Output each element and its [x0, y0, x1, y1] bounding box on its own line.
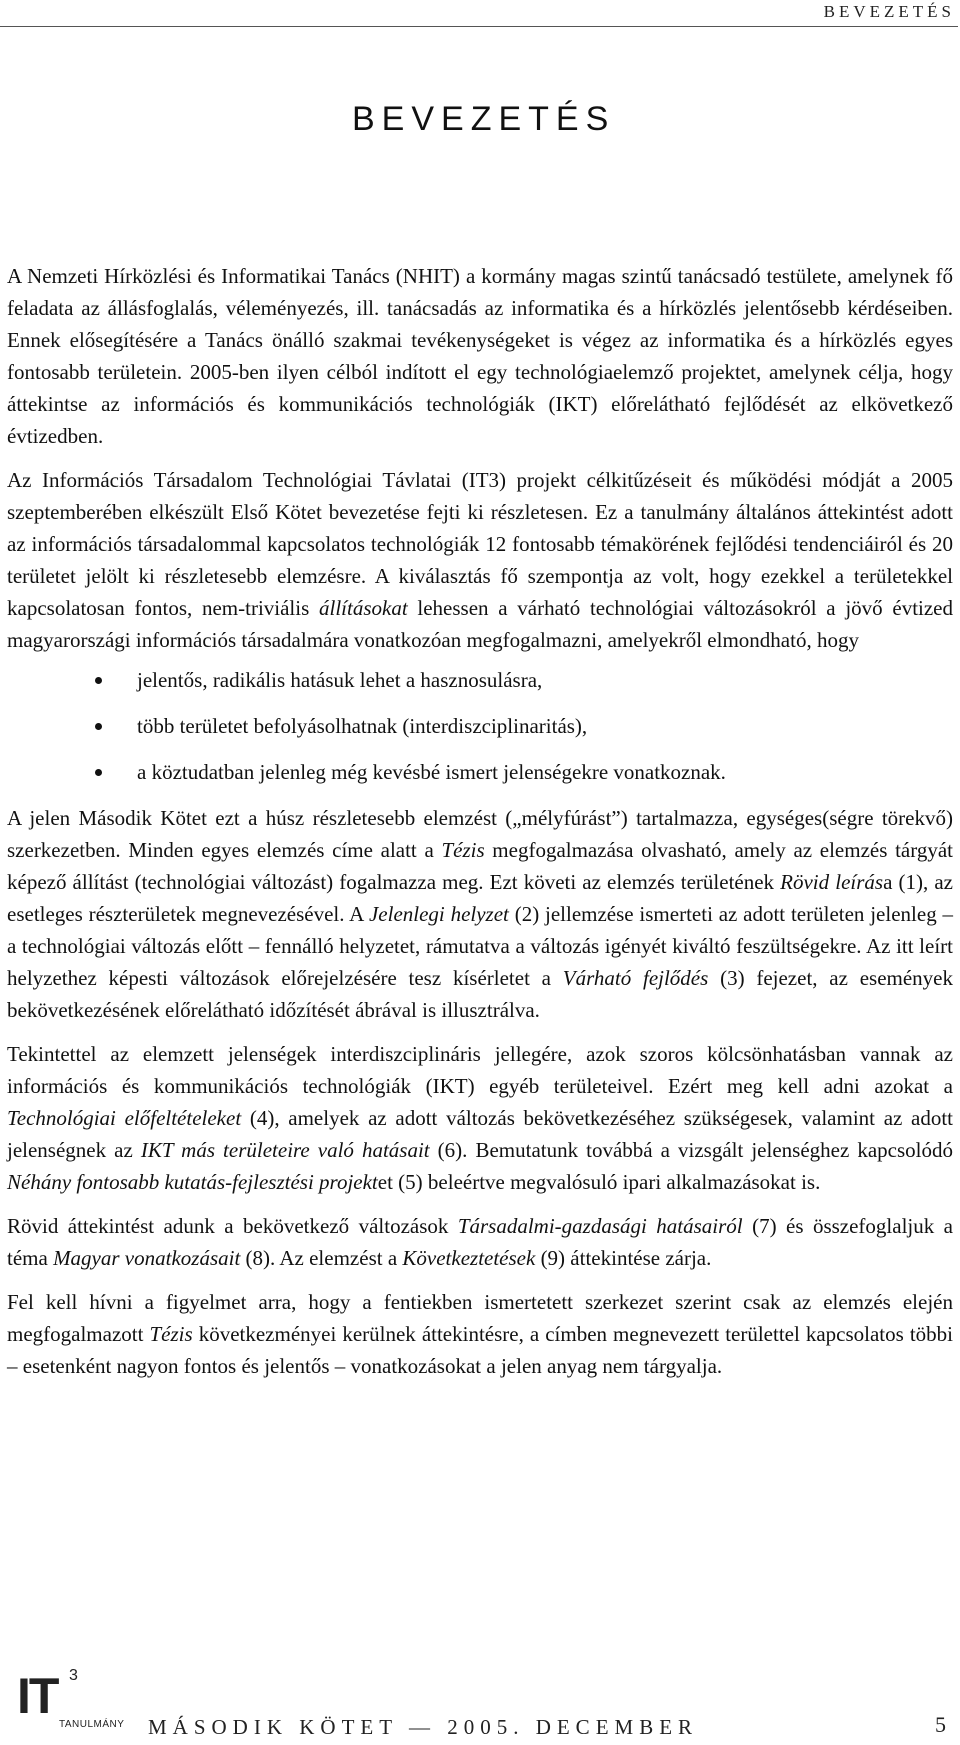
- paragraph-text: A jelen Második Kötet ezt a húsz részletesebb elemzést („mélyfúrást”) tartalmazza, egységes(ségre törekvő) szerkezetben. Minden egyes elemzés címe alatt a: [7, 806, 953, 862]
- bullet-icon: [95, 677, 102, 684]
- emphasis-text: Következtetések: [402, 1246, 536, 1270]
- paragraph-text: (6). Bemutatunk továbbá a vizsgált jelenséghez kapcsolódó: [429, 1138, 953, 1162]
- running-header: BEVEZETÉS: [823, 2, 955, 21]
- paragraph-text: megfogalmazása olvasható, amely az elemzés tárgyát képező állítást (technológiai változást) fogalmazza meg. Ezt követi az elemzés területének: [7, 838, 953, 894]
- paragraph-text: (2) jellemzése ismerteti az adott területen jelenleg – a technológiai változás előtt – fennálló helyzetet, rámutatva a változás igényét kiváltó feszültségekre. Az itt leírt helyzethez képesti változások előrejelzésére tesz kísérletet a: [7, 902, 953, 990]
- logo-text: IT: [17, 1668, 58, 1724]
- emphasis-text: Technológiai előfeltételeket: [7, 1106, 242, 1130]
- emphasis-text: Társadalmi-gazdasági hatásairól: [457, 1214, 743, 1238]
- list-item-text: jelentős, radikális hatásuk lehet a hasznosulásra,: [137, 668, 543, 692]
- paragraph-text: (9) áttekintése zárja.: [535, 1246, 712, 1270]
- emphasis-text: Tézis: [149, 1322, 193, 1346]
- bullet-icon: [95, 769, 102, 776]
- page-title: BEVEZETÉS: [352, 100, 616, 138]
- emphasis-text: Rövid leírás: [780, 870, 884, 894]
- paragraph-text: következményei kerülnek áttekintésre, a címben megnevezett területtel kapcsolatos többi – esetenként nagyon fontos és jelentős – vonatkozásokat a jelen anyag nem tárgyalja.: [7, 1322, 954, 1378]
- logo-subtitle: TANULMÁNY: [59, 1719, 125, 1730]
- paragraph-text: (3) fejezet, az események bekövetkezésének előrelátható időzítését ábrával is illusztrálva.: [7, 966, 953, 1022]
- paragraph-summary: [7, 1210, 953, 1274]
- page-footer: [0, 1665, 960, 1745]
- paragraph-note: [7, 1286, 953, 1382]
- footer-volume-date: MÁSODIK KÖTET — 2005. DECEMBER: [148, 1715, 699, 1739]
- list-item: [7, 756, 953, 788]
- paragraph-it3: [7, 464, 953, 656]
- emphasis-text: Várható fejlődés: [562, 966, 709, 990]
- paragraph-text: Rövid áttekintést adunk a bekövetkező változások: [7, 1214, 458, 1238]
- paragraph-text: Tekintettel az elemzett jelenségek interdiszciplináris jellegére, azok szoros kölcsönhatásban vannak az információs és kommunikációs technológiák (IKT) egyéb területeivel. Ezért meg kell adni azokat a: [7, 1042, 953, 1098]
- paragraph-text: (8). Az elemzést a: [240, 1246, 403, 1270]
- list-item: [7, 710, 953, 742]
- header-rule: [0, 26, 958, 27]
- document-body: [7, 260, 953, 1394]
- emphasis-text: Néhány fontosabb kutatás-fejlesztési projekt: [7, 1170, 378, 1194]
- list-item: [7, 664, 953, 696]
- paragraph-text: lehessen a várható technológiai változásokról a jövő évtized magyarországi információs társadalmára vonatkozóan megfogalmazni, amelyekről elmondható, hogy: [7, 596, 954, 652]
- it3-logo: [5, 1667, 140, 1739]
- list-item-text: több területet befolyásolhatnak (interdiszciplinaritás),: [137, 714, 588, 738]
- emphasis-text: állításokat: [319, 596, 408, 620]
- emphasis-text: Jelenlegi helyzet: [368, 902, 509, 926]
- paragraph-text: et (5) beleértve megvalósuló ipari alkalmazásokat is.: [377, 1170, 821, 1194]
- emphasis-text: IKT más területeire való hatásait: [140, 1138, 430, 1162]
- page-number: 5: [935, 1712, 946, 1737]
- logo-superscript: 3: [69, 1667, 78, 1684]
- paragraph-text: Az Információs Társadalom Technológiai Távlatai (IT3) projekt célkitűzéseit és működési módját a 2005 szeptemberében elkészült Első Kötet bevezetése fejti ki részletesen. Ez a tanulmány általános áttekintést adott az információs társadalommal kapcsolatos technológiák 12 fontosabb témakörének fejlődési tendenciáiról és 20 területet jelölt ki részletesebb elemzésre. A kiválasztás fő szempontja az volt, hogy ezekkel a területekkel kapcsolatosan fontos, nem-triviális: [7, 468, 953, 620]
- emphasis-text: Tézis: [441, 838, 485, 862]
- paragraph-text: Fel kell hívni a figyelmet arra, hogy a fentiekben ismertetett szerkezet szerint csak az elemzés elején megfogalmazott: [7, 1290, 953, 1346]
- paragraph-text: (4), amelyek az adott változás bekövetkezéséhez szükségesek, valamint az adott jelenségnek az: [7, 1106, 953, 1162]
- paragraph-text: (7) és összefoglaljuk a téma: [7, 1214, 953, 1270]
- paragraph-interdisciplinary: [7, 1038, 953, 1198]
- bullet-icon: [95, 723, 102, 730]
- criteria-list: [7, 664, 953, 788]
- emphasis-text: Magyar vonatkozásait: [53, 1246, 241, 1270]
- list-item-text: a köztudatban jelenleg még kevésbé ismert jelenségekre vonatkoznak.: [137, 760, 726, 784]
- paragraph-intro: A Nemzeti Hírközlési és Informatikai Tanács (NHIT) a kormány magas szintű tanácsadó testülete, amelynek fő feladata az állásfoglalás, véleményezés, ill. tanácsadás az informatika és a hírközlés jelentősebb kérdéseiben. Ennek elősegítésére a Tanács önálló szakmai tevékenységeket is végez az informatika és a hírközlés egyes fontosabb területein. 2005-ben ilyen célból indított el egy technológiaelemző projektet, amelynek célja, hogy áttekintse az információs és kommunikációs technológiák (IKT) előrelátható fejlődését az elkövetkező évtizedben.: [7, 264, 953, 448]
- paragraph-structure: [7, 802, 953, 1026]
- paragraph-text: a (1), az esetleges részterületek megnevezésével. A: [7, 870, 953, 926]
